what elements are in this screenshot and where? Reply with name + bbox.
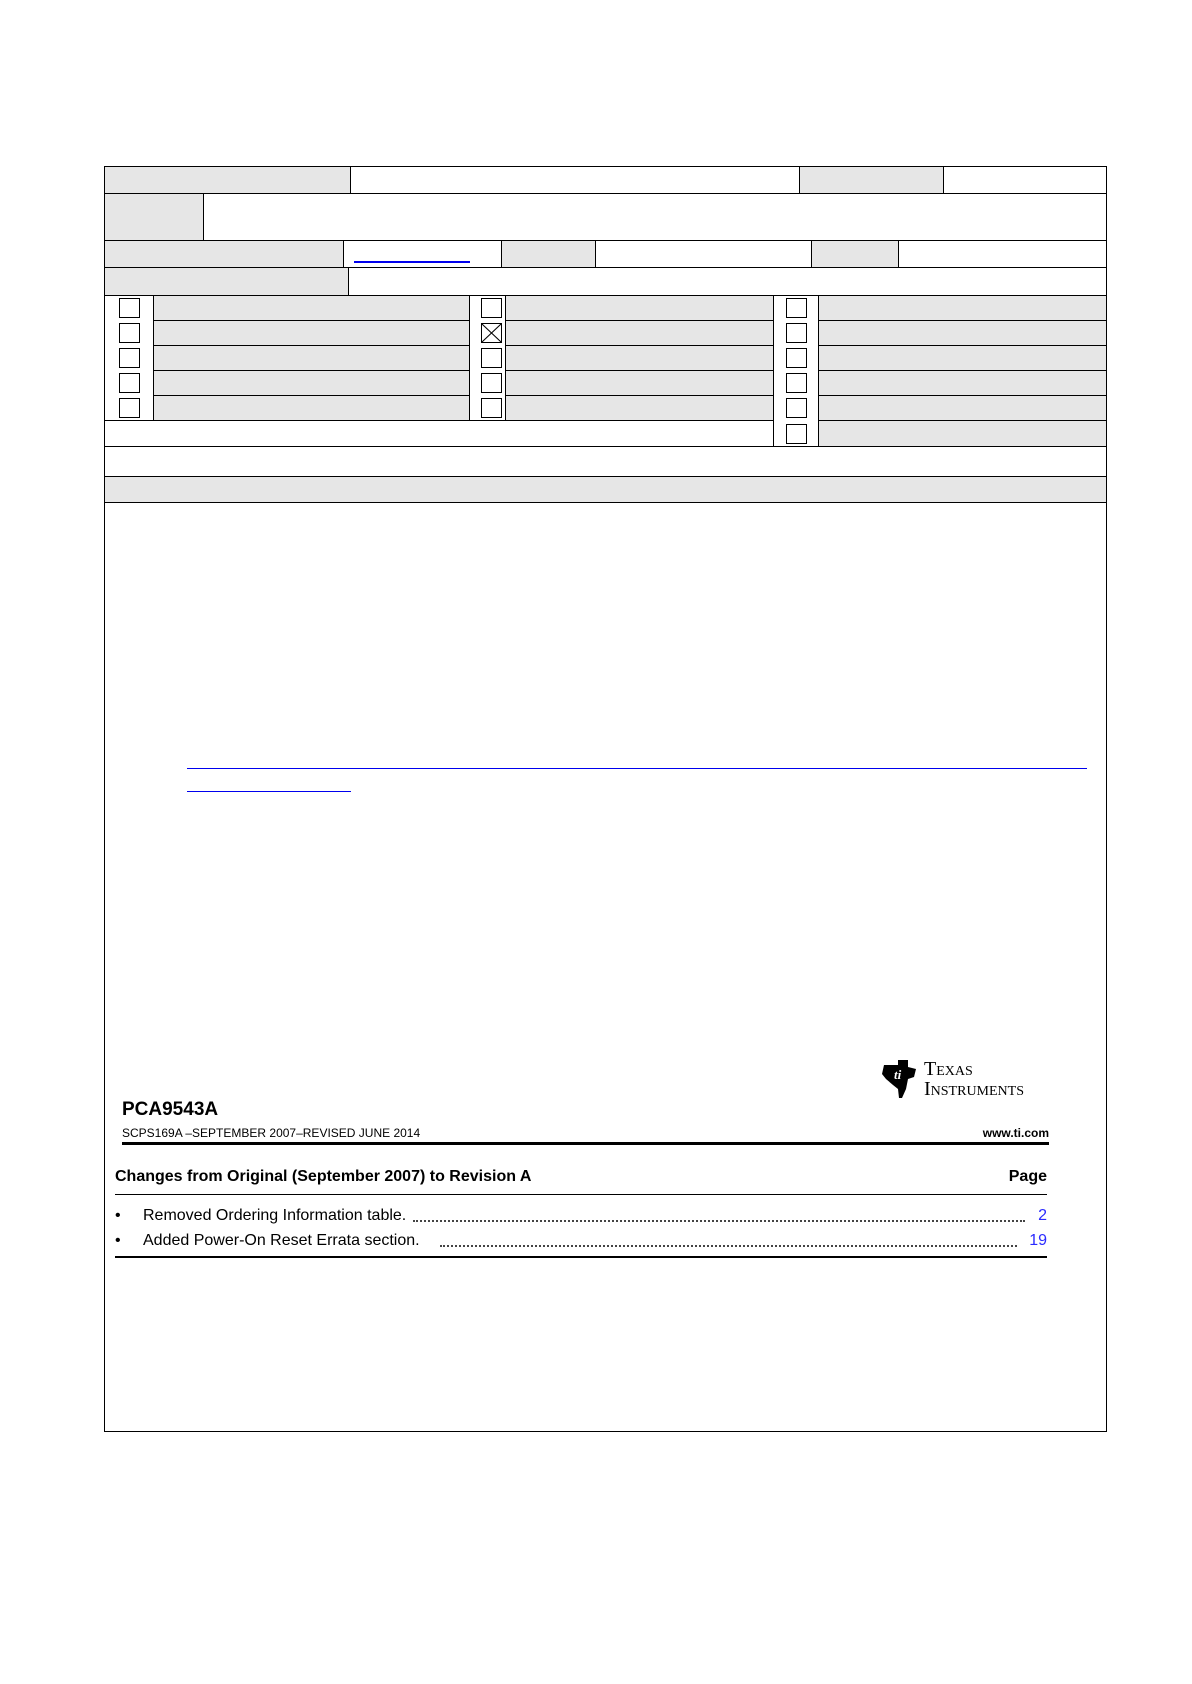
checkbox-label-cell (818, 420, 1107, 447)
form-label-cell (811, 240, 899, 268)
change-type-checkbox[interactable] (481, 323, 502, 343)
change-text: Added Power-On Reset Errata section. (143, 1232, 420, 1249)
leader-dots (413, 1220, 1025, 1222)
grid-divider (469, 295, 470, 421)
checkbox-label-cell (818, 295, 1107, 321)
checkbox-label-cell (818, 370, 1107, 396)
grid-divider (773, 295, 774, 447)
change-type-checkbox[interactable] (481, 348, 502, 368)
form-value-cell (348, 267, 1107, 296)
change-type-checkbox[interactable] (786, 323, 807, 343)
form-empty-cell (104, 420, 774, 447)
change-type-checkbox[interactable] (481, 373, 502, 393)
form-label-cell (799, 166, 944, 194)
ti-logo-icon (878, 1057, 924, 1101)
checkbox-label-cell (505, 345, 774, 371)
change-type-checkbox[interactable] (119, 398, 140, 418)
form-value-cell (203, 193, 1107, 241)
change-type-checkbox[interactable] (786, 373, 807, 393)
change-type-checkbox[interactable] (786, 424, 807, 444)
website: www.ti.com (982, 1126, 1049, 1140)
brand-line-2: Instruments (924, 1078, 1025, 1100)
form-label-cell (501, 240, 596, 268)
svg-text:ti: ti (894, 1067, 902, 1082)
checkbox-label-cell (153, 295, 470, 321)
form-label-cell (104, 166, 351, 194)
checkbox-label-cell (818, 345, 1107, 371)
change-type-checkbox[interactable] (119, 298, 140, 318)
change-bullet: • (115, 1207, 121, 1224)
checkbox-label-cell (505, 295, 774, 321)
changes-title: Changes from Original (September 2007) to Revision A (115, 1168, 532, 1185)
doc-revision: SCPS169A –SEPTEMBER 2007–REVISED JUNE 2014 (122, 1126, 421, 1140)
change-type-checkbox[interactable] (119, 348, 140, 368)
checkbox-label-cell (818, 395, 1107, 421)
checkbox-label-cell (505, 320, 774, 346)
page-column-header: Page (1008, 1168, 1047, 1185)
texas-instruments-logo (878, 1057, 1053, 1103)
notice-link-line[interactable] (187, 791, 351, 792)
form-value-cell (595, 240, 812, 268)
form-blank-row (104, 446, 1107, 477)
change-type-checkbox[interactable] (119, 323, 140, 343)
checkbox-label-cell (153, 320, 470, 346)
changes-rule (115, 1194, 1047, 1195)
change-type-checkbox[interactable] (119, 373, 140, 393)
change-page-link[interactable]: 2 (1038, 1207, 1047, 1224)
form-value-cell (350, 166, 800, 194)
header-rule (122, 1142, 1049, 1145)
checkbox-label-cell (153, 345, 470, 371)
change-type-checkbox[interactable] (481, 298, 502, 318)
checkbox-label-cell (505, 370, 774, 396)
change-type-checkbox[interactable] (786, 398, 807, 418)
change-type-checkbox[interactable] (786, 348, 807, 368)
form-link[interactable] (354, 261, 470, 263)
notice-link-line[interactable] (187, 768, 1087, 769)
checkbox-label-cell (818, 320, 1107, 346)
change-page-link[interactable]: 19 (1029, 1232, 1047, 1249)
change-bullet: • (115, 1232, 121, 1249)
change-type-checkbox[interactable] (786, 298, 807, 318)
form-value-cell (943, 166, 1107, 194)
form-label-cell (104, 240, 344, 268)
change-text: Removed Ordering Information table. (143, 1207, 407, 1224)
change-type-checkbox[interactable] (481, 398, 502, 418)
form-label-cell (104, 193, 204, 241)
form-label-cell (104, 267, 349, 296)
form-value-cell (343, 240, 502, 268)
checkbox-label-cell (505, 395, 774, 421)
checkbox-x-mark (482, 324, 501, 342)
checkbox-label-cell (153, 370, 470, 396)
form-value-cell (898, 240, 1107, 268)
leader-dots (440, 1245, 1017, 1247)
form-section-header (104, 476, 1107, 503)
part-number: PCA9543A (122, 1099, 219, 1120)
changes-bottom-rule (115, 1256, 1047, 1258)
checkbox-label-cell (153, 395, 470, 421)
brand-line-1: Texas (924, 1058, 973, 1080)
